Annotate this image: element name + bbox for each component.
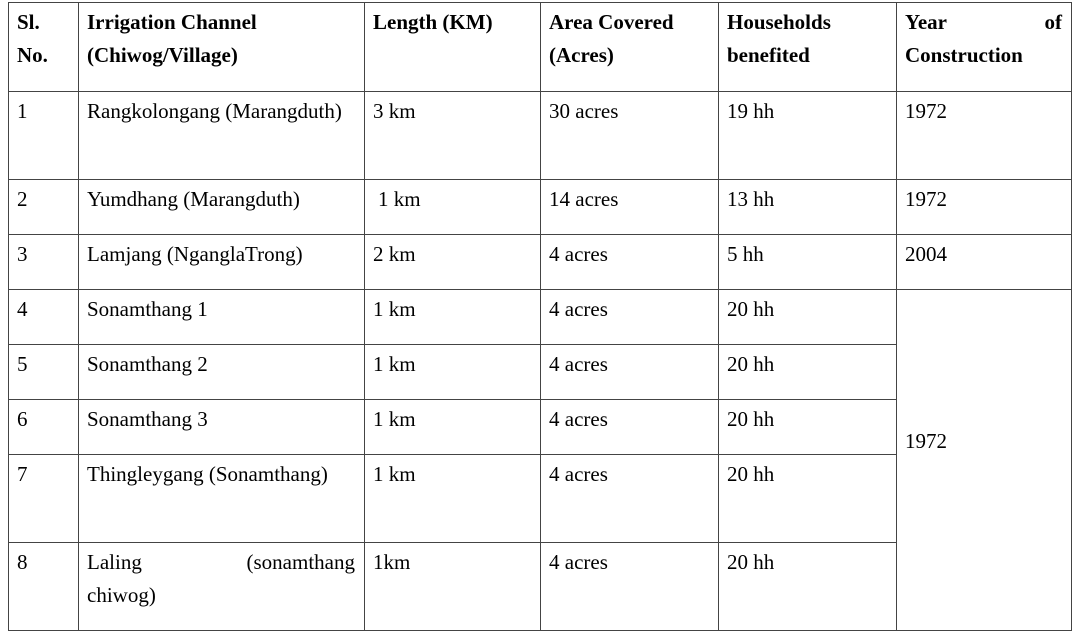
cell-sl: 8 xyxy=(9,543,79,631)
cell-length: 2 km xyxy=(365,235,541,290)
cell-area: 4 acres xyxy=(541,235,719,290)
cell-channel: Rangkolongang (Marangduth) xyxy=(79,92,365,180)
cell-sl: 5 xyxy=(9,345,79,400)
header-area-covered: Area Covered (Acres) xyxy=(541,3,719,92)
cell-channel: Sonamthang 1 xyxy=(79,290,365,345)
cell-length: 1 km xyxy=(365,345,541,400)
cell-channel: Sonamthang 3 xyxy=(79,400,365,455)
irrigation-channel-table xyxy=(8,2,1072,631)
cell-area: 4 acres xyxy=(541,400,719,455)
cell-channel-part2: (sonamthang xyxy=(246,550,355,574)
cell-length: 1 km xyxy=(365,400,541,455)
cell-area: 30 acres xyxy=(541,92,719,180)
header-of-word: of xyxy=(1044,10,1062,34)
cell-channel: Yumdhang (Marangduth) xyxy=(79,180,365,235)
cell-year: 1972 xyxy=(897,92,1072,180)
cell-area: 4 acres xyxy=(541,543,719,631)
cell-channel: Lamjang (NganglaTrong) xyxy=(79,235,365,290)
table-row xyxy=(9,235,1072,290)
cell-length: 1 km xyxy=(365,290,541,345)
cell-area: 14 acres xyxy=(541,180,719,235)
header-year-of-construction xyxy=(897,3,1072,92)
cell-households: 19 hh xyxy=(719,92,897,180)
table-row xyxy=(9,180,1072,235)
table-header-row xyxy=(9,3,1072,92)
cell-channel-part1: Laling xyxy=(87,550,142,574)
cell-households: 20 hh xyxy=(719,290,897,345)
header-length: Length (KM) xyxy=(365,3,541,92)
cell-households: 20 hh xyxy=(719,400,897,455)
header-irrigation-channel: Irrigation Channel (Chiwog/Village) xyxy=(79,3,365,92)
table-row xyxy=(9,92,1072,180)
cell-channel: Sonamthang 2 xyxy=(79,345,365,400)
header-year-word: Year xyxy=(905,10,947,34)
header-sl-no: Sl. No. xyxy=(9,3,79,92)
cell-area: 4 acres xyxy=(541,455,719,543)
cell-channel xyxy=(79,543,365,631)
cell-year: 1972 xyxy=(897,180,1072,235)
cell-year: 2004 xyxy=(897,235,1072,290)
cell-households: 13 hh xyxy=(719,180,897,235)
cell-year-merged: 1972 xyxy=(897,290,1072,631)
cell-sl: 7 xyxy=(9,455,79,543)
cell-sl: 2 xyxy=(9,180,79,235)
table-row xyxy=(9,290,1072,345)
cell-length: 1 km xyxy=(365,180,541,235)
cell-length: 1km xyxy=(365,543,541,631)
header-households: Households benefited xyxy=(719,3,897,92)
cell-households: 20 hh xyxy=(719,345,897,400)
cell-channel-part3: chiwog) xyxy=(87,583,156,607)
cell-length: 3 km xyxy=(365,92,541,180)
cell-area: 4 acres xyxy=(541,290,719,345)
cell-channel: Thingleygang (Sonamthang) xyxy=(79,455,365,543)
cell-households: 20 hh xyxy=(719,455,897,543)
cell-area: 4 acres xyxy=(541,345,719,400)
header-construction-word: Construction xyxy=(905,43,1023,67)
cell-sl: 1 xyxy=(9,92,79,180)
cell-length: 1 km xyxy=(365,455,541,543)
cell-sl: 3 xyxy=(9,235,79,290)
cell-households: 5 hh xyxy=(719,235,897,290)
cell-sl: 4 xyxy=(9,290,79,345)
cell-households: 20 hh xyxy=(719,543,897,631)
cell-sl: 6 xyxy=(9,400,79,455)
